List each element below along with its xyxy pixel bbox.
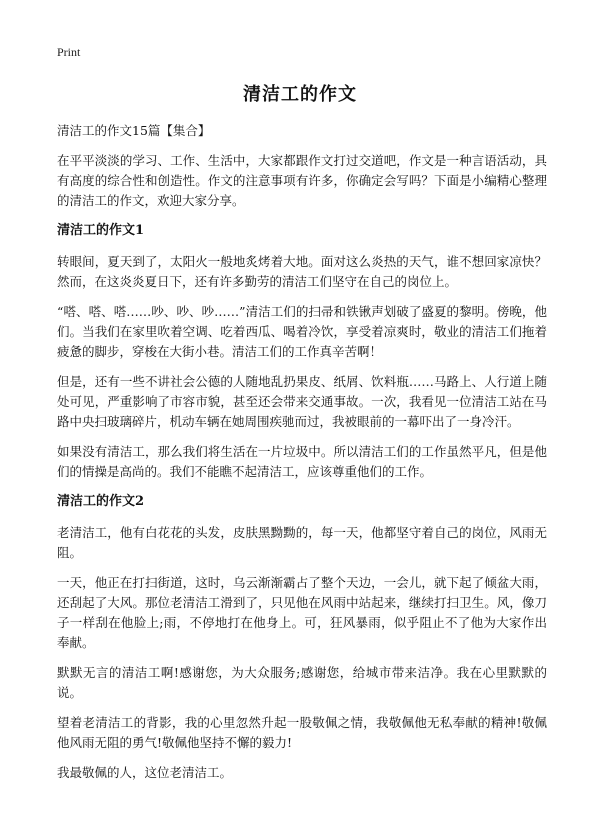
paragraph: 老清洁工，他有白花花的头发，皮肤黑黝黝的，每一天，他都坚守着自己的岗位，风雨无阻。	[57, 525, 547, 560]
paragraph: “嗒、嗒、嗒……吵、吵、吵……”清洁工们的扫帚和铁锹声划破了盛夏的黎明。傍晚，他们。当我们在家里吹着空调、吃着西瓜、喝着冷饮，享受着凉爽时，敬业的清洁工们拖着疲惫的脚步，穿梭在大街小巷。清洁工们的工作真辛苦啊！	[57, 304, 547, 359]
intro-paragraph: 在平平淡淡的学习、工作、生活中，大家都跟作文打过交道吧，作文是一种言语活动，具有高度的综合性和创造性。作文的注意事项有许多，你确定会写吗？下面是小编精心整理的清洁工的作文，欢迎大家分享。	[57, 153, 547, 208]
paragraph: 默默无言的清洁工啊!感谢您，为大众服务;感谢您，给城市带来洁净。我在心里默默的说。	[57, 665, 547, 700]
paragraph: 望着老清洁工的背影，我的心里忽然升起一股敬佩之情，我敬佩他无私奉献的精神!敬佩他风雨无阻的勇气!敬佩他坚持不懈的毅力!	[57, 715, 547, 750]
paragraph: 一天，他正在打扫街道，这时，乌云渐渐霸占了整个天边，一会儿，就下起了倾盆大雨，还刮起了大风。那位老清洁工滑到了，只见他在风雨中站起来，继续打扫卫生。风，像刀子一样刮在他脸上;雨，不停地打在他身上。可，狂风暴雨，似乎阻止不了他为大家作出奉献。	[57, 575, 547, 650]
article-subtitle: 清洁工的作文15篇【集合】	[57, 123, 211, 138]
paragraph: 如果没有清洁工，那么我们将生活在一片垃圾中。所以清洁工们的工作虽然平凡，但是他们的情操是高尚的。我们不能瞧不起清洁工，应该尊重他们的工作。	[57, 444, 547, 479]
paragraph: 但是，还有一些不讲社会公德的人随地乱扔果皮、纸屑、饮料瓶……马路上、人行道上随处可见，严重影响了市容市貌，甚至还会带来交通事故。一次，我看见一位清洁工站在马路中央扫玻璃碎片，机动车辆在她周围疾驰而过，我被眼前的一幕吓出了一身冷汗。	[57, 374, 547, 429]
article-body	[57, 121, 547, 793]
page-title: 清洁工的作文	[243, 84, 357, 105]
section-heading: 清洁工的作文1	[57, 223, 145, 238]
section-heading: 清洁工的作文2	[57, 494, 145, 509]
paragraph: 我最敬佩的人，这位老清洁工。	[57, 765, 233, 780]
print-link[interactable]: Print	[57, 45, 81, 59]
paragraph: 转眼间，夏天到了，太阳火一般地炙烤着大地。面对这么炎热的天气，谁不想回家凉快？然而，在这炎炎夏日下，还有许多勤劳的清洁工们坚守在自己的岗位上。	[57, 254, 547, 289]
